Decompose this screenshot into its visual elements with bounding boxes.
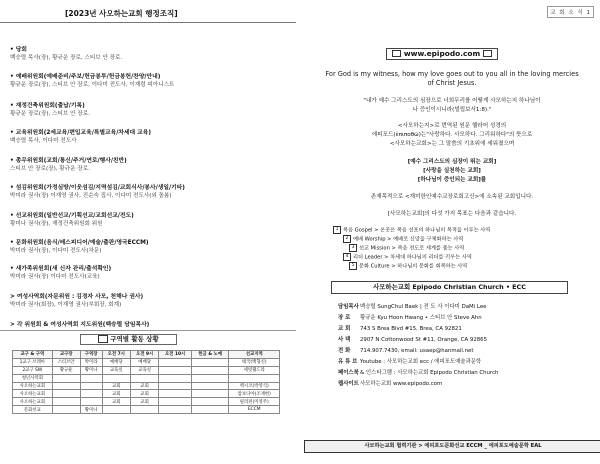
section-body: 황규운 장로(장), 스티브 안 장로. (10, 111, 90, 117)
section-body: 스티브 안 장로(장), 황규운 장로. (10, 166, 90, 172)
vision-item (333, 226, 490, 234)
table-cell (159, 398, 192, 406)
section-title: • 당회 (10, 47, 27, 53)
women-ministry: > 여성사역회(자문위원 : 김경자 사모, 천해나 권사) (10, 294, 144, 300)
info-label: 교 회 (338, 326, 351, 332)
vision-item (349, 262, 467, 270)
info-row (338, 368, 498, 376)
vision-text: 선교 Mission > 복음 전도로 세계를 품는 사역 (359, 245, 465, 252)
divider (0, 22, 296, 23)
table-cell: 스티브안 (52, 358, 80, 366)
table-cell (52, 398, 80, 406)
info-value: 백승렬 SungChul Baek | 전 도 사 이다미 DaMi Lee (360, 304, 487, 310)
table-header: 헌금 & 노예 (191, 351, 229, 359)
paragraph: <사모하는지>로 번역된 원문 헬라어 성경의 (397, 123, 507, 129)
partner-footer: 사모하는교회 협력기관 > 에피포도문화선교 ECCM _ 에피포도예술문학 EAL (304, 440, 600, 453)
table-header: 오전 7시 (102, 351, 130, 359)
table-cell: 사오하는교회 (13, 382, 53, 390)
vision-item (343, 253, 472, 261)
section-body: 박미라 권사(장) 이다미 전도사(교육) (10, 274, 100, 280)
table-cell: 교회 (102, 398, 130, 406)
info-label: 웹사이트 (338, 381, 359, 387)
info-label: 페이스북 (338, 370, 359, 376)
activity-header (80, 334, 177, 345)
table-cell (80, 390, 102, 398)
motto: [하나님이 증인되는 교회]를 (417, 177, 487, 183)
table-cell: 필리핀(미영주) (229, 398, 280, 406)
table-header: 오전 9시 (130, 351, 158, 359)
book-icon (483, 50, 492, 57)
vision-number: 2 (343, 235, 351, 243)
table-row (13, 398, 280, 406)
info-value: & 인스타그램 : 사모하는교회 Epipodo Christian Church (360, 370, 499, 376)
table-cell: 1교구 브레아 (13, 358, 53, 366)
table-row (13, 390, 280, 398)
table-cell: 사오하는교회 (13, 398, 53, 406)
table-cell: 황규운 (52, 366, 80, 374)
section-title: • 새가족위원회(새 신자 관리/출석확인) (10, 266, 112, 272)
divider (0, 330, 296, 331)
table-row (13, 366, 280, 374)
page-indicator: 교 회 소 식 1 (547, 6, 594, 18)
table-cell: 예배당 (130, 358, 158, 366)
table-cell: 예배당 (102, 358, 130, 366)
info-row (338, 357, 481, 365)
table-row (13, 406, 280, 414)
table-header: 오전 10시 (159, 351, 192, 359)
section-title: • 총무위원회(교회/통신/주거/연로/행사/친반) (10, 158, 127, 164)
info-label: 담임목사 (338, 304, 359, 310)
right-panel (304, 0, 600, 464)
table-cell: 교회 (102, 382, 130, 390)
info-row (338, 324, 462, 332)
table-cell (191, 382, 229, 390)
table-cell: 교육실 (102, 366, 130, 374)
table-cell: 교회 (102, 390, 130, 398)
info-value[interactable]: 사모하는교회 www.epipodo.com (360, 381, 443, 387)
table-cell (159, 366, 192, 374)
section-title: • 교육위원회(2세교육/편입교육/특별교육/차세대 교육) (10, 130, 152, 136)
section-body: 박미라 권사(장) 이재영 권사, 진순숙 집사, 이다미 전도사(외 돌봄) (10, 193, 172, 199)
vision-text: 리더 Leader > 차세대 하나님의 리더를 키우는 사역 (353, 254, 472, 261)
paragraph: 존재목적으로 <재미한인예수교장로회고신>에 소속된 교회입니다. (370, 194, 534, 200)
table-cell: 교회 (130, 390, 158, 398)
book-icon (392, 50, 401, 57)
table-header: 교구 & 구역 (13, 351, 53, 359)
section-title: • 문화위원회(음식/레스피디어/예술/출판/영국ECCM) (10, 240, 149, 246)
table-cell (159, 358, 192, 366)
info-row (338, 379, 442, 387)
table-cell (191, 374, 229, 382)
table-cell (191, 390, 229, 398)
table-cell (52, 390, 80, 398)
table-cell: 교육실 (130, 366, 158, 374)
section-title: • 선교위원회(일반선교/기획선교/교회선교/전도) (10, 213, 134, 219)
district-table (12, 350, 280, 414)
paragraph: [사모하는교회]의 다섯 가지 목표는 다음과 같습니다. (387, 211, 517, 217)
motto: [예수 그리스도의 심장이 뛰는 교회] (407, 159, 497, 165)
table-cell (191, 398, 229, 406)
table-cell (159, 406, 192, 414)
table-cell (52, 374, 80, 382)
table-cell: 청년사역회 (13, 374, 53, 382)
section-title: • 섬김위원회(가정심방/이웃섬김/지역섬김/교회식사/봉사/생일/기타) (10, 185, 185, 191)
table-cell (159, 382, 192, 390)
info-row (338, 346, 473, 354)
paragraph: 에피포드(ἐπιποθῶ)는"사랑하다. 사모하다. 그리워하다"의 뜻으로 (371, 132, 533, 138)
table-cell: 황미나 (80, 406, 102, 414)
org-title: [2023년 사오하는교회 행정조직] (65, 9, 178, 18)
info-value: Youtube : 사모하는교회 ecc / 에피포도예술과문학 (360, 359, 482, 365)
table-cell (130, 374, 158, 382)
info-value: 2907 N Cottonwood St #11, Orange, CA 92865 (360, 337, 488, 343)
activity-title: 구역별 활동 상황 (110, 335, 159, 343)
table-cell: 태국(백형신) (229, 358, 280, 366)
info-value: 743 S Brea Blvd #15, Brea, CA 92821 (360, 326, 462, 332)
table-row (13, 382, 280, 390)
table-cell: 멕시코(박영식) (229, 382, 280, 390)
table-cell: 캄보디아(조재현) (229, 390, 280, 398)
book-icon (98, 335, 108, 343)
table-row (13, 358, 280, 366)
table-cell (229, 374, 280, 382)
table-cell (52, 406, 80, 414)
table-header-row (13, 351, 280, 359)
vision-number: 4 (343, 253, 351, 261)
table-cell: ECCM (229, 406, 280, 414)
table-header: 선교지역 (229, 351, 280, 359)
table-cell (102, 374, 130, 382)
section-body: 박미라 권사(장), 이다미 전도사(차문) (10, 248, 102, 254)
info-value[interactable]: 714.907.7430, email: usaep@hanmail.net (360, 348, 474, 354)
website-banner[interactable] (386, 48, 498, 60)
info-row (338, 335, 487, 343)
verse-english: For God is my witness, how my love goes out to you all in the loving mercies of Christ Jesus. (325, 70, 579, 87)
table-cell (159, 390, 192, 398)
section-body: 백승렬 목사, 이다미 전도사 (10, 138, 77, 144)
vision-number: 3 (349, 244, 357, 252)
info-label: 유 튜 브 (338, 359, 358, 365)
table-cell (191, 406, 229, 414)
women-ministry-body: 박미라 권사(회장), 이재영 권사(부회장, 회계) (10, 302, 122, 308)
table-cell: 사오하는교회 (13, 390, 53, 398)
left-panel (0, 0, 296, 464)
verse-korean: "내가 예수 그리스도의 심장으로 너희무리를 어떻게 사모하는지 하나님이 (363, 98, 541, 104)
info-label: 사 택 (338, 337, 351, 343)
table-cell: 교회 (130, 382, 158, 390)
table-cell: 세빗웰드라 (229, 366, 280, 374)
info-label: 전 화 (338, 348, 351, 354)
info-row (338, 313, 482, 321)
vision-text: 복음 Gospel > 온곳은 복음 선포의 하나님의 목적을 이루는 사역 (343, 227, 491, 234)
section-title: • 예배위원회(예배준비/주보/헌금봉투/헌금봉헌/찬양/안내) (10, 74, 161, 80)
vision-text: 예배 Worship > 예배로 신앙을 구체화하는 사역 (353, 236, 464, 243)
paragraph: <사모하는교회>는 그 말씀의 기초위에 세워졌으며 (389, 141, 515, 147)
motto: [사랑을 실천하는 교회] (423, 168, 481, 174)
table-cell (52, 382, 80, 390)
vision-text: 문화 Culture > 하나님의 문화를 회복하는 사역 (359, 263, 468, 270)
table-cell: 2교구 SW (13, 366, 53, 374)
table-row (13, 374, 280, 382)
table-cell: 박미라 (80, 358, 102, 366)
table-cell: 문화선교 (13, 406, 53, 414)
table-cell (191, 366, 229, 374)
table-cell (191, 358, 229, 366)
vision-number: 5 (349, 262, 357, 270)
table-header: 교구장 (52, 351, 80, 359)
section-body: 황미나 권사(장), 재정건축위원회 위원 (10, 221, 103, 227)
section-body: 황규운 장로(장), 스티브 안 장로, 이다미 전도사, 이재령 피아니스트 (10, 82, 175, 88)
verse-korean: 나 증인이시니라(빌립보서1:8)." (412, 107, 492, 113)
table-cell: 황미나 (80, 366, 102, 374)
vision-number: 1 (333, 226, 341, 234)
table-cell (130, 406, 158, 414)
church-name-box: 사모하는교회 Epipodo Christian Church • ECC (331, 281, 568, 294)
advisor-note: > 각 위원회 & 여성사역회 지도위원(백승렬 담임목사) (10, 322, 150, 328)
vision-item (349, 244, 464, 252)
info-value: 황규운 Kyu Hoon Hwang • 스티브 안 Steve Ahn (360, 315, 482, 321)
table-cell (80, 382, 102, 390)
table-cell (102, 406, 130, 414)
section-title: • 재정건축위원회(출납/기록) (10, 103, 85, 109)
vision-item (343, 235, 463, 243)
info-label: 장 로 (338, 315, 351, 321)
section-body: 백승렬 목사(장), 황규운 장로, 스티브 안 장로. (10, 55, 123, 61)
table-cell (80, 374, 102, 382)
table-cell (80, 398, 102, 406)
info-row (338, 302, 486, 310)
table-cell: 교회 (130, 398, 158, 406)
website-url[interactable]: www.epipodo.com (403, 49, 481, 58)
table-cell (159, 374, 192, 382)
table-header: 구역장 (80, 351, 102, 359)
